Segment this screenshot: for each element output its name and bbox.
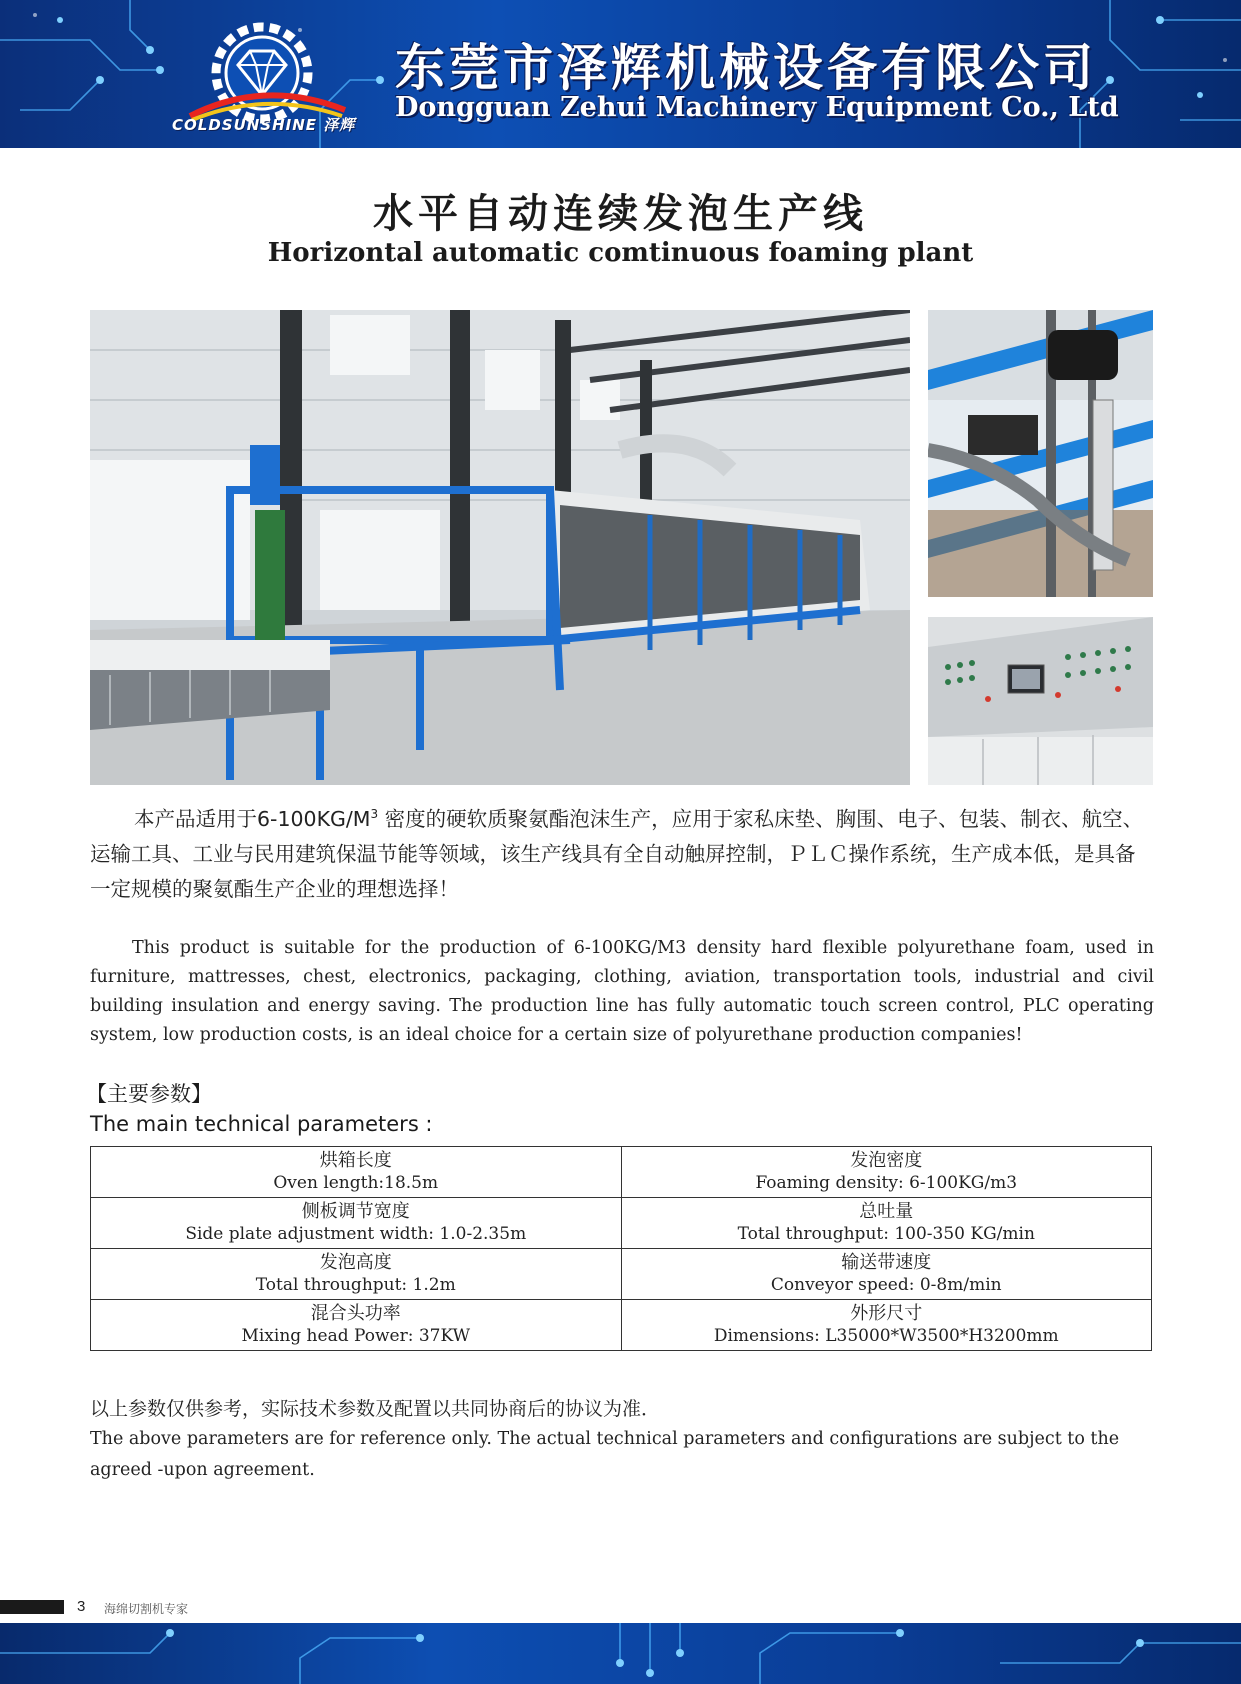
table-cell	[621, 1300, 1152, 1351]
param-value-en: Total throughput: 1.2m	[255, 1275, 456, 1295]
parameters-table	[90, 1146, 1152, 1351]
param-value-en: Side plate adjustment width: 1.0-2.35m	[185, 1224, 527, 1244]
foaming-plant-photo	[90, 310, 910, 785]
param-name-cn: 混合头功率	[310, 1303, 401, 1324]
table-cell	[91, 1198, 622, 1249]
page-number: 3	[77, 1598, 86, 1615]
param-value-en: Dimensions: L35000*W3500*H3200mm	[713, 1326, 1059, 1346]
table-row	[91, 1249, 1152, 1300]
footer-text: 海绵切割机专家	[104, 1602, 189, 1616]
param-value-en: Foaming density: 6-100KG/m3	[755, 1173, 1018, 1193]
param-name-cn: 总吐量	[859, 1201, 914, 1222]
table-cell	[91, 1300, 622, 1351]
table-cell	[91, 1249, 622, 1300]
footer-banner	[0, 1623, 1241, 1684]
param-value-en: Mixing head Power: 37KW	[241, 1326, 471, 1346]
company-name-cn: 东莞市泽辉机械设备有限公司	[395, 38, 1097, 97]
brand-tag: COLDSUNSHINE 泽辉	[172, 116, 356, 134]
table-cell	[621, 1249, 1152, 1300]
param-name-cn: 侧板调节宽度	[301, 1201, 410, 1222]
table-cell	[621, 1198, 1152, 1249]
table-row	[91, 1300, 1152, 1351]
param-name-cn: 烘箱长度	[319, 1150, 392, 1171]
header-banner	[0, 0, 1241, 148]
description-en: This product is suitable for the production of 6-100KG/M3 density hard flexible polyurethane foam, used in furniture, mattresses, chest, electronics, packaging, clothing, aviation, transportation tools, industrial and civil building insulation and energy saving. The production line has fully automatic touch screen control, PLC operating system, low production costs, is an ideal choice for a certain size of polyurethane production companies!	[90, 938, 1154, 1045]
table-row	[91, 1198, 1152, 1249]
param-value-en: Total throughput: 100-350 KG/min	[737, 1224, 1035, 1244]
footer-bar	[0, 1600, 64, 1614]
description-cn-part2: 密度的硬软质聚氨酯泡沫生产，应用于家私床垫、胸围、电子、包装、制衣、航空、运输工具、工业与民用建筑保温节能等领域，该生产线具有全自动触屏控制，ＰＬＣ操作系统，生产成本低，是具备一定规模的聚氨酯生产企业的理想选择！	[90, 807, 1144, 901]
note-cn: 以上参数仅供参考，实际技术参数及配置以共同协商后的协议为准．	[90, 1398, 661, 1420]
circuit-pattern	[0, 1623, 1241, 1684]
parameters-heading-en: The main technical parameters :	[90, 1112, 433, 1136]
param-name-cn: 发泡密度	[850, 1150, 923, 1171]
param-name-cn: 外形尺寸	[850, 1303, 923, 1324]
company-name-en: Dongguan Zehui Machinery Equipment Co., Ltd	[395, 92, 1119, 123]
page-title-en: Horizontal automatic comtinuous foaming plant	[267, 238, 974, 268]
param-name-cn: 发泡高度	[319, 1252, 392, 1273]
mixing-head-photo	[928, 310, 1153, 597]
table-cell	[91, 1147, 622, 1198]
description-cn-part1: 本产品适用于6-100KG/M	[134, 807, 371, 831]
control-panel-photo	[928, 617, 1153, 785]
param-value-en: Oven length:18.5m	[273, 1173, 439, 1193]
table-cell	[621, 1147, 1152, 1198]
parameters-heading-cn: 【主要参数】	[86, 1082, 212, 1106]
description-cn	[90, 802, 1154, 907]
page-title-cn: 水平自动连续发泡生产线	[373, 190, 868, 237]
param-name-cn: 输送带速度	[841, 1252, 932, 1273]
table-row	[91, 1147, 1152, 1198]
description-cn-superscript: 3	[370, 807, 379, 822]
param-value-en: Conveyor speed: 0-8m/min	[770, 1275, 1002, 1295]
note-en: The above parameters are for reference only. The actual technical parameters and configurations are subject to the agreed -upon agreement.	[90, 1429, 1120, 1480]
